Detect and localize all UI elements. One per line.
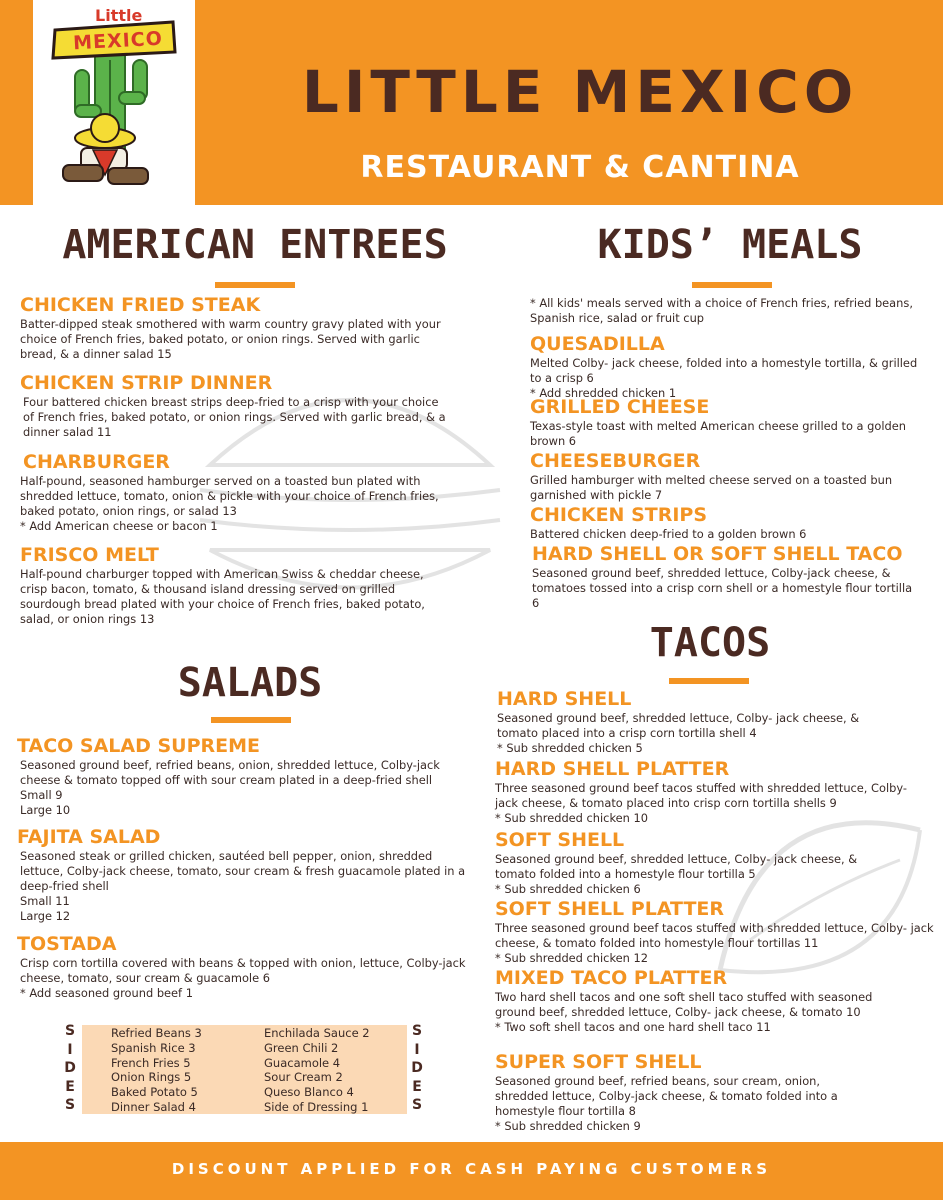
item-name: CHARBURGER: [23, 451, 170, 473]
item-name: QUESADILLA: [530, 333, 665, 355]
item-note: * Sub shredded chicken 5: [497, 741, 643, 755]
item-name: SUPER SOFT SHELL: [495, 1051, 702, 1073]
menu-item: [495, 898, 935, 966]
menu-item: [530, 396, 910, 449]
item-name: CHICKEN STRIP DINNER: [20, 372, 273, 394]
item-description: Seasoned ground beef, shredded lettuce, Colby- jack cheese, & tomato placed into a crisp corn tortilla shell 4: [497, 711, 860, 740]
menu-item: [495, 758, 925, 826]
item-description: Two hard shell tacos and one soft shell taco stuffed with seasoned ground beef, shredded lettuce, Colby- jack cheese, & tomato 10: [495, 990, 873, 1019]
side-item: Baked Potato 5: [111, 1085, 198, 1100]
item-name: SOFT SHELL: [495, 829, 625, 851]
item-description: Four battered chicken breast strips deep-fried to a crisp with your choice of French fries, baked potato, or onion rings. Served with garlic bread, & a dinner salad 11: [23, 395, 446, 439]
item-name: TACO SALAD SUPREME: [17, 735, 261, 757]
item-description: Battered chicken deep-fried to a golden brown 6: [530, 527, 807, 541]
item-note: * Sub shredded chicken 12: [495, 951, 648, 965]
sides-label-right: [410, 1022, 424, 1115]
item-note: * Sub shredded chicken 9: [495, 1119, 641, 1133]
footer-notice: DISCOUNT APPLIED FOR CASH PAYING CUSTOMERS: [171, 1160, 772, 1178]
sides-label-left: [63, 1022, 77, 1115]
sides-letter: S: [411, 1023, 423, 1039]
menu-item: [530, 504, 920, 542]
side-item: Refried Beans 3: [111, 1026, 202, 1040]
menu-item: [532, 543, 917, 611]
menu-item: [17, 826, 477, 924]
restaurant-subtitle: RESTAURANT & CANTINA: [360, 150, 800, 185]
section-divider: [215, 282, 295, 288]
item-description: Crisp corn tortilla covered with beans & topped with onion, lettuce, Colby-jack cheese, tomato, sour cream & guacamole 6: [20, 956, 466, 985]
item-description: Seasoned ground beef, refried beans, sour cream, onion, shredded lettuce, Colby-jack cheese, & tomato folded into a homestyle flour tortilla 8: [495, 1074, 838, 1118]
item-description: Seasoned ground beef, shredded lettuce, Colby- jack cheese, & tomato folded into a homestyle flour tortilla 5: [495, 852, 858, 881]
kids-intro-note: * All kids' meals served with a choice of French fries, refried beans, Spanish rice, salad or fruit cup: [530, 296, 913, 325]
side-item: Queso Blanco 4: [264, 1085, 354, 1100]
sides-letter: E: [65, 1078, 75, 1095]
item-name: CHICKEN STRIPS: [530, 504, 708, 526]
sides-letter: I: [414, 1041, 420, 1058]
menu-item: [530, 333, 920, 401]
section-divider: [211, 717, 291, 723]
item-note: * Add American cheese or bacon 1: [20, 519, 218, 533]
menu-item: [20, 451, 450, 534]
item-name: HARD SHELL OR SOFT SHELL TACO: [532, 543, 903, 565]
menu-item: [20, 372, 450, 440]
menu-item: [20, 544, 445, 627]
kids-meals-title: KIDS’ MEALS: [597, 222, 863, 268]
item-description: Seasoned ground beef, shredded lettuce, Colby-jack cheese, & tomatoes tossed into a crisp corn shell or a homestyle flour tortilla 6: [532, 566, 913, 610]
price-large: Large 10: [20, 803, 71, 817]
menu-item: [497, 688, 897, 756]
sides-list-left: [111, 1026, 202, 1115]
item-description: Grilled hamburger with melted cheese served on a toasted bun garnished with pickle 7: [530, 473, 893, 502]
item-name: FAJITA SALAD: [17, 826, 161, 848]
side-item: Onion Rings 5: [111, 1070, 192, 1085]
item-description: Seasoned ground beef, refried beans, onion, shredded lettuce, Colby-jack cheese & tomato topped off with sour cream plated in a deep-fried shell: [20, 758, 440, 787]
sides-letter: S: [64, 1097, 76, 1113]
menu-item: [495, 1051, 875, 1134]
item-name: GRILLED CHEESE: [530, 396, 710, 418]
item-description: Melted Colby- jack cheese, folded into a homestyle tortilla, & grilled to a crisp 6: [530, 356, 918, 385]
menu-item: [495, 967, 885, 1035]
item-note: * Add seasoned ground beef 1: [20, 986, 193, 1000]
logo: [33, 0, 195, 205]
price-large: Large 12: [20, 909, 71, 923]
item-name: MIXED TACO PLATTER: [495, 967, 728, 989]
sides-letter: E: [412, 1078, 422, 1095]
sides-letter: D: [64, 1060, 76, 1076]
item-name: FRISCO MELT: [20, 544, 159, 566]
american-entrees-title: AMERICAN ENTREES: [62, 222, 448, 268]
item-note: * Add shredded chicken 1: [530, 386, 677, 400]
side-item: Spanish Rice 3: [111, 1040, 196, 1055]
menu-item: [17, 735, 477, 818]
item-description: Batter-dipped steak smothered with warm country gravy plated with your choice of French fries, baked potato, or onion rings. Served with garlic bread, & a dinner salad 15: [20, 317, 441, 361]
side-item: Green Chili 2: [264, 1040, 339, 1055]
side-item: Guacamole 4: [264, 1055, 341, 1070]
item-note: * Sub shredded chicken 6: [495, 882, 641, 896]
item-description: Half-pound, seasoned hamburger served on a toasted bun plated with shredded lettuce, tomato, onion & pickle with your choice of French fries, baked potato, onion rings, or salad 13: [20, 474, 439, 518]
logo-main-text: MEXICO: [72, 27, 164, 55]
restaurant-title: LITTLE MEXICO: [301, 58, 859, 126]
sides-list-right: [264, 1026, 370, 1115]
item-name: HARD SHELL PLATTER: [495, 758, 730, 780]
item-note: * Two soft shell tacos and one hard shell taco 11: [495, 1020, 771, 1034]
item-description: Three seasoned ground beef tacos stuffed with shredded lettuce, Colby- jack cheese, & tomato folded into homestyle flour tortillas 11: [495, 921, 934, 950]
menu-item: [530, 450, 910, 503]
section-divider: [669, 678, 749, 684]
item-description: Three seasoned ground beef tacos stuffed with shredded lettuce, Colby- jack cheese, & tomato placed into crisp corn tortilla shells 9: [495, 781, 908, 810]
side-item: Side of Dressing 1: [264, 1099, 369, 1114]
item-note: * Sub shredded chicken 10: [495, 811, 648, 825]
sides-letter: S: [411, 1097, 423, 1113]
side-item: Dinner Salad 4: [111, 1099, 196, 1114]
item-name: TOSTADA: [17, 933, 117, 955]
item-name: SOFT SHELL PLATTER: [495, 898, 725, 920]
price-small: Small 11: [20, 894, 70, 908]
tacos-title: TACOS: [649, 620, 771, 666]
menu-item: [495, 829, 885, 897]
price-small: Small 9: [20, 788, 63, 802]
item-description: Seasoned steak or grilled chicken, sautéed bell pepper, onion, shredded lettuce, Colby-jack cheese, tomato, sour cream & fresh guacamole plated in a deep-fried shell: [20, 849, 466, 893]
kids-intro: [530, 296, 920, 326]
salads-title: SALADS: [177, 660, 323, 706]
sides-letter: D: [411, 1060, 423, 1076]
item-name: CHICKEN FRIED STEAK: [20, 294, 261, 316]
sides-letter: S: [64, 1023, 76, 1039]
sides-letter: I: [67, 1041, 73, 1058]
item-name: CHEESEBURGER: [530, 450, 701, 472]
menu-item: [17, 933, 477, 1001]
item-description: Half-pound charburger topped with American Swiss & cheddar cheese, crisp bacon, tomato, & thousand island dressing served on grilled sourdough bread plated with your choice of French fries, baked potato, salad, or onion rings 13: [20, 567, 425, 626]
menu-item: [20, 294, 460, 362]
side-item: French Fries 5: [111, 1055, 191, 1070]
section-divider: [692, 282, 772, 288]
item-description: Texas-style toast with melted American cheese grilled to a golden brown 6: [530, 419, 906, 448]
logo-top-text: Little: [95, 6, 143, 25]
side-item: Enchilada Sauce 2: [264, 1026, 370, 1040]
side-item: Sour Cream 2: [264, 1070, 343, 1085]
item-name: HARD SHELL: [497, 688, 632, 710]
